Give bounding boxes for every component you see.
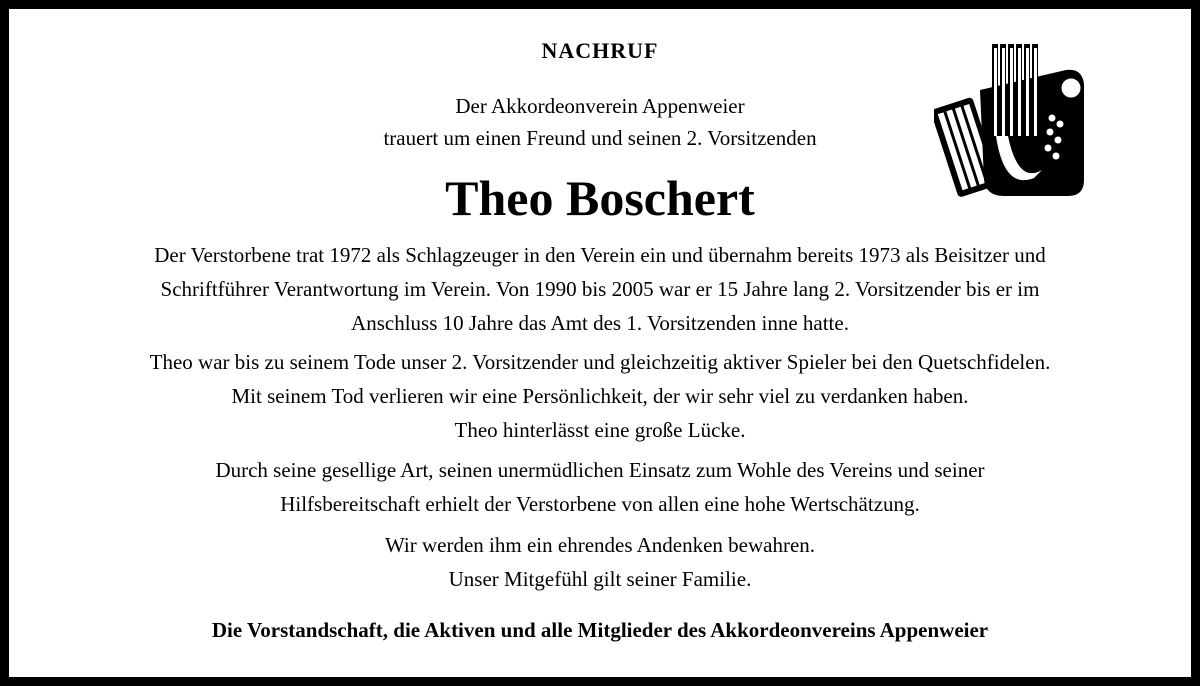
- closing-signature: Die Vorstandschaft, die Aktiven und alle Mitglieder des Akkordeonvereins Appenweier: [211, 618, 989, 642]
- paragraph-membership: [40, 238, 1160, 340]
- paragraph-line: Unser Mitgefühl gilt seiner Familie.: [448, 567, 752, 591]
- paragraph-line: Anschluss 10 Jahre das Amt des 1. Vorsitzenden inne hatte.: [351, 311, 849, 335]
- paragraph-line: Mit seinem Tod verlieren wir eine Persönlichkeit, der wir sehr viel zu verdanken haben.: [231, 384, 969, 408]
- paragraph-line: Theo hinterlässt eine große Lücke.: [454, 418, 746, 442]
- paragraph-line: Hilfsbereitschaft erhielt der Verstorbene von allen eine hohe Wertschätzung.: [280, 492, 920, 516]
- paragraph-appreciation: [40, 453, 1160, 521]
- intro-line: trauert um einen Freund und seinen 2. Vorsitzenden: [383, 126, 817, 150]
- paragraph-line: Durch seine gesellige Art, seinen unermüdlichen Einsatz zum Wohle des Vereins und seiner: [215, 458, 985, 482]
- heading: NACHRUF: [541, 38, 659, 63]
- paragraph-remembrance: [40, 528, 1160, 596]
- intro-line: Der Akkordeonverein Appenweier: [455, 94, 745, 118]
- deceased-name: Theo Boschert: [445, 170, 755, 226]
- accordion-icon: [934, 40, 1094, 200]
- paragraph-line: Der Verstorbene trat 1972 als Schlagzeuger in den Verein ein und übernahm bereits 1973 als Beisitzer und: [154, 243, 1046, 267]
- paragraph-tribute: [40, 345, 1160, 447]
- paragraph-line: Theo war bis zu seinem Tode unser 2. Vorsitzender und gleichzeitig aktiver Spieler bei den Quetschfidelen.: [149, 350, 1051, 374]
- paragraph-line: Wir werden ihm ein ehrendes Andenken bewahren.: [384, 533, 816, 557]
- paragraph-line: Schriftführer Verantwortung im Verein. Von 1990 bis 2005 war er 15 Jahre lang 2. Vorsitzender bis er im: [160, 277, 1040, 301]
